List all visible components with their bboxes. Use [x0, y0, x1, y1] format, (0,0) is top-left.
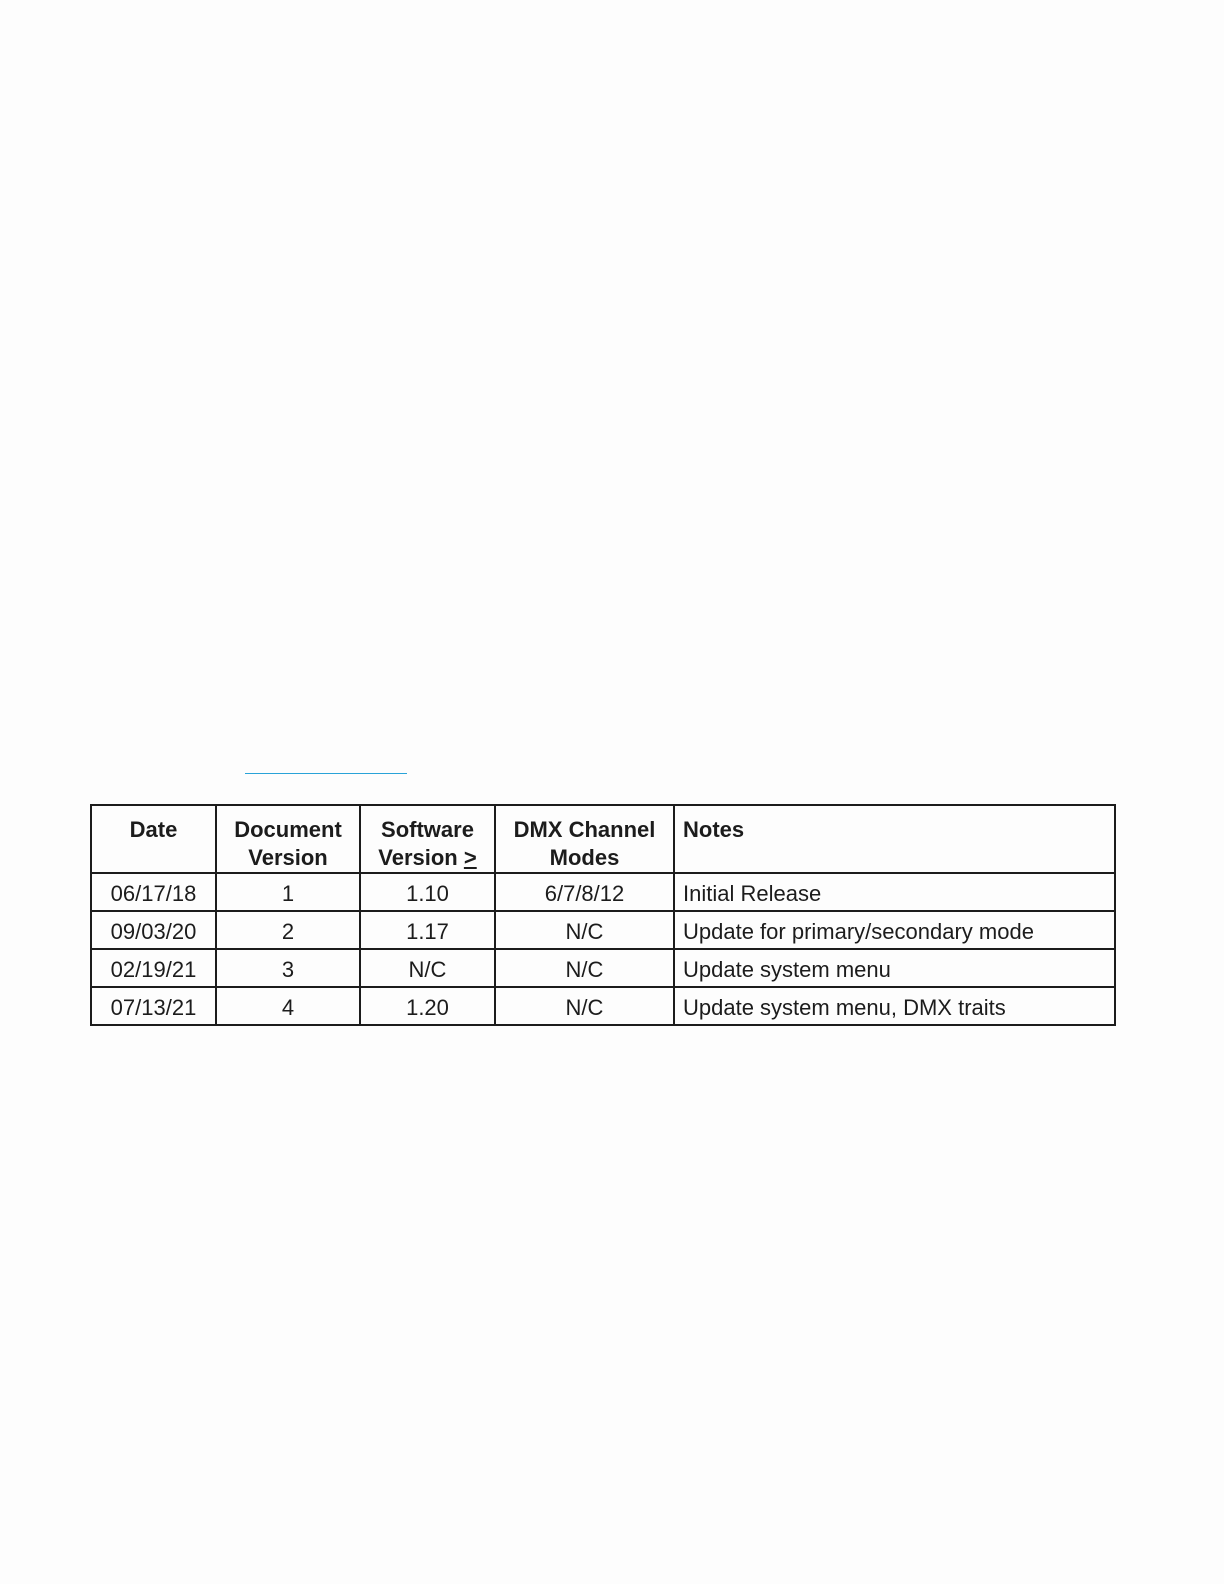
table-row: [91, 873, 1115, 911]
cell-notes: Update system menu, DMX traits: [674, 987, 1115, 1025]
header-document-version-line1: Document: [234, 817, 342, 842]
cell-notes: Update system menu: [674, 949, 1115, 987]
cell-software-version: 1.10: [360, 873, 495, 911]
cell-dmx-modes: N/C: [495, 949, 674, 987]
cell-dmx-modes: N/C: [495, 911, 674, 949]
header-dmx-channel-modes: [495, 805, 674, 873]
cell-notes: Initial Release: [674, 873, 1115, 911]
revision-history-table: [90, 804, 1116, 1026]
cell-dmx-modes: 6/7/8/12: [495, 873, 674, 911]
header-dmx-line1: DMX Channel: [513, 817, 656, 842]
cell-document-version: 1: [216, 873, 360, 911]
cell-date: 07/13/21: [91, 987, 216, 1025]
greater-or-equal-symbol: >: [463, 845, 477, 870]
table-header-row: [91, 805, 1115, 873]
header-date: Date: [91, 805, 216, 873]
table-row: [91, 987, 1115, 1025]
header-software-version: [360, 805, 495, 873]
cell-dmx-modes: N/C: [495, 987, 674, 1025]
header-document-version-line2: Version: [248, 845, 328, 870]
cell-software-version: 1.17: [360, 911, 495, 949]
table-row: [91, 911, 1115, 949]
cell-notes: Update for primary/secondary mode: [674, 911, 1115, 949]
header-dmx-line2: Modes: [549, 845, 620, 870]
header-notes: Notes: [674, 805, 1115, 873]
cell-date: 06/17/18: [91, 873, 216, 911]
table-row: [91, 949, 1115, 987]
cell-document-version: 4: [216, 987, 360, 1025]
header-software-version-word: Version: [378, 845, 458, 870]
header-software-version-line2: [369, 844, 486, 872]
cell-date: 02/19/21: [91, 949, 216, 987]
cell-document-version: 3: [216, 949, 360, 987]
cell-date: 09/03/20: [91, 911, 216, 949]
header-software-version-line1: Software: [381, 817, 474, 842]
cell-document-version: 2: [216, 911, 360, 949]
cell-software-version: N/C: [360, 949, 495, 987]
link-underline[interactable]: [245, 773, 407, 774]
cell-software-version: 1.20: [360, 987, 495, 1025]
header-document-version: [216, 805, 360, 873]
